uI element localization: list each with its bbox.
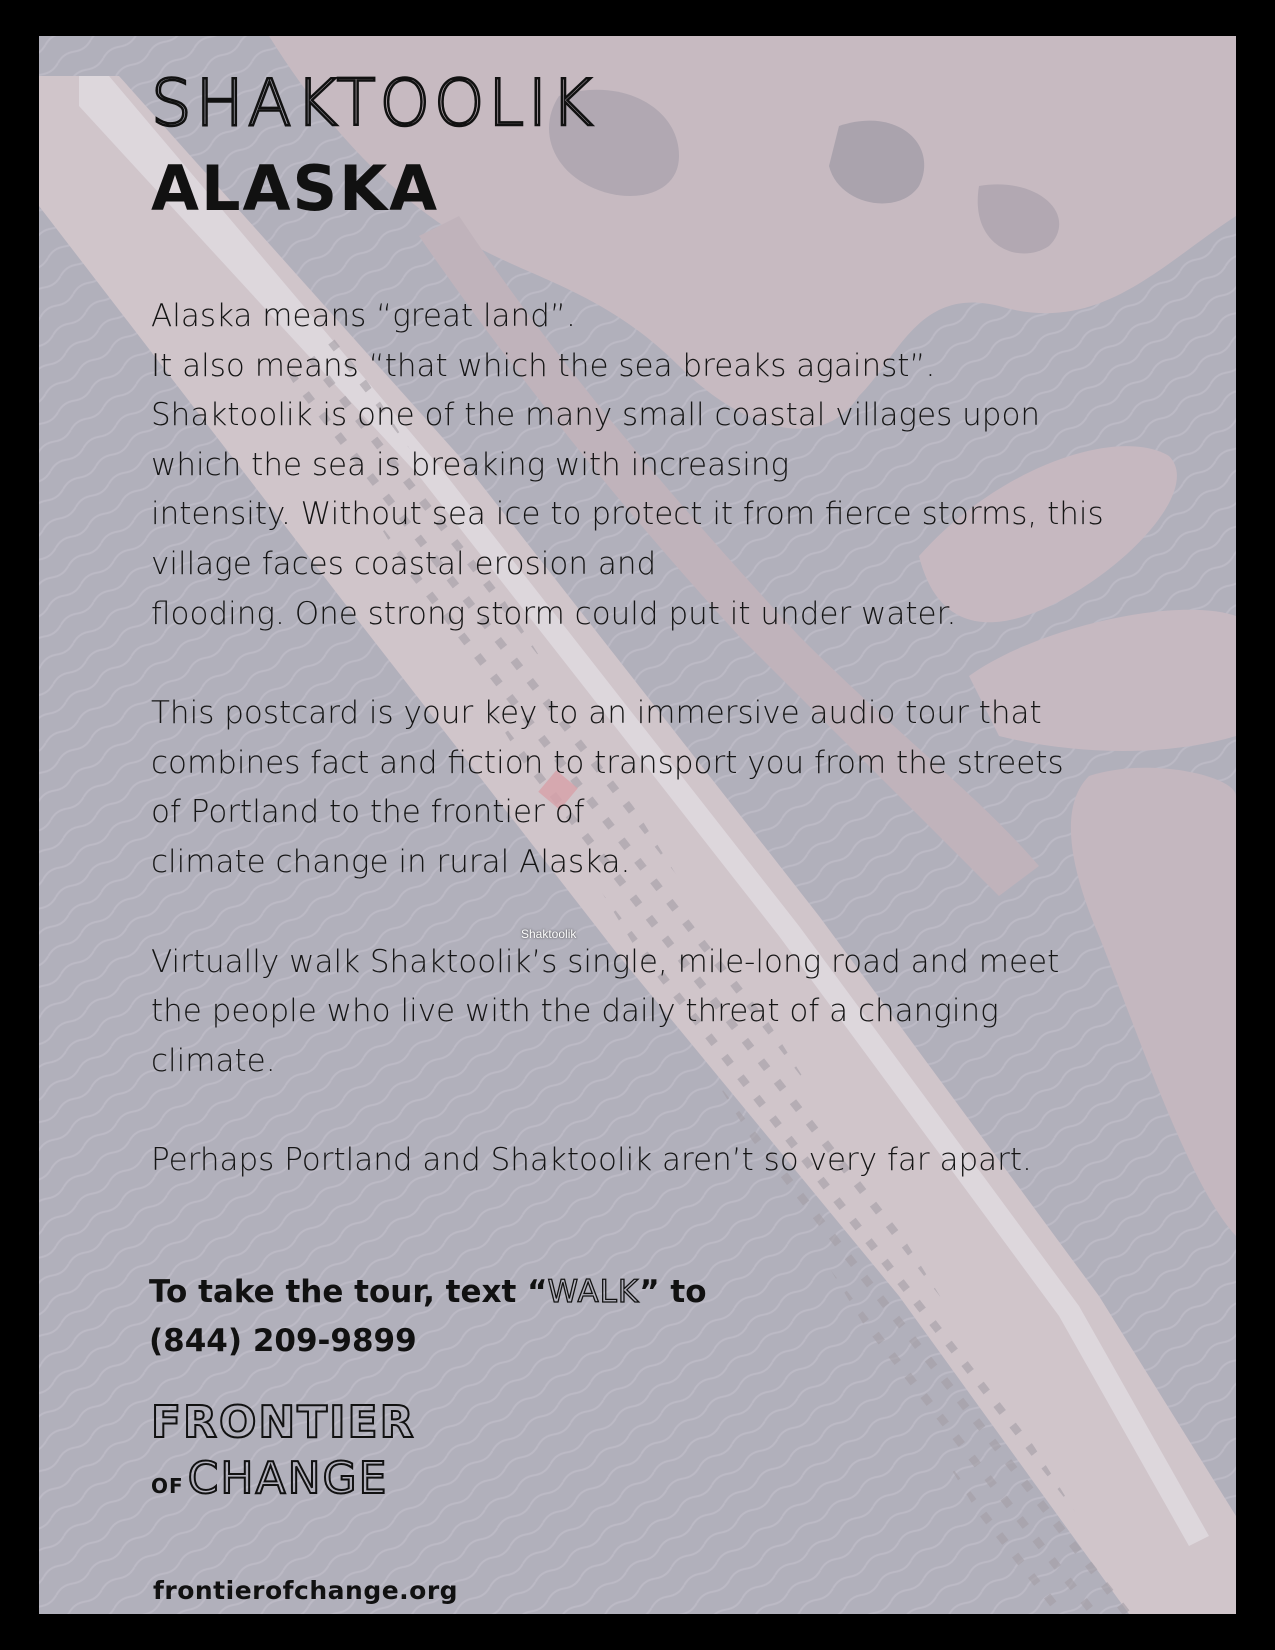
title-shaktoolik: SHAKTOOLIK [151, 67, 597, 141]
body-line: village faces coastal erosion and [151, 545, 657, 582]
body-line: It also means “that which the sea breaks against”. [151, 347, 936, 384]
postcard [39, 36, 1236, 1614]
cta-line [149, 1268, 707, 1317]
map-place-label: Shaktoolik [521, 927, 577, 941]
body-line: flooding. One strong storm could put it under water. [151, 595, 957, 632]
logo-frontier: FRONTIER [151, 1397, 416, 1448]
logo-bottom-line [151, 1453, 416, 1504]
tour-call-to-action [149, 1268, 707, 1366]
body-line: Perhaps Portland and Shaktoolik aren’t so very far apart. [151, 1142, 1032, 1179]
frontier-of-change-logo [151, 1397, 416, 1504]
body-line: Shaktoolik is one of the many small coastal villages upon [151, 397, 1041, 434]
paragraph-gap [151, 1086, 1161, 1136]
body-line: Virtually walk Shaktoolik’s single, mile-long road and meet [151, 943, 1060, 980]
cta-keyword: WALK [547, 1274, 640, 1310]
title-alaska: ALASKA [151, 152, 440, 225]
body-line: climate change in rural Alaska. [151, 843, 631, 880]
cta-prefix: To take the tour, text “ [149, 1274, 548, 1310]
postcard-content [39, 36, 1236, 1614]
cta-suffix: ” to [639, 1274, 707, 1310]
body-line: of Portland to the frontier of [151, 794, 585, 831]
paragraph-gap [151, 888, 1161, 938]
body-line: Alaska means “great land”. [151, 298, 576, 334]
body-line: the people who live with the daily threat of a changing [151, 993, 999, 1030]
paragraph-gap [151, 639, 1161, 689]
body-line: This postcard is your key to an immersive audio tour that [151, 695, 1042, 732]
body-line: combines fact and fiction to transport you from the streets [151, 744, 1064, 781]
body-text [151, 292, 1161, 1186]
body-line: which the sea is breaking with increasing [151, 446, 790, 483]
cta-phone[interactable]: (844) 209-9899 [149, 1323, 417, 1359]
logo-of: OF [151, 1474, 184, 1498]
logo-change: CHANGE [187, 1453, 389, 1504]
website-link[interactable]: frontierofchange.org [153, 1576, 459, 1605]
body-line: intensity. Without sea ice to protect it from fierce storms, this [151, 496, 1104, 533]
body-line: climate. [151, 1042, 276, 1079]
